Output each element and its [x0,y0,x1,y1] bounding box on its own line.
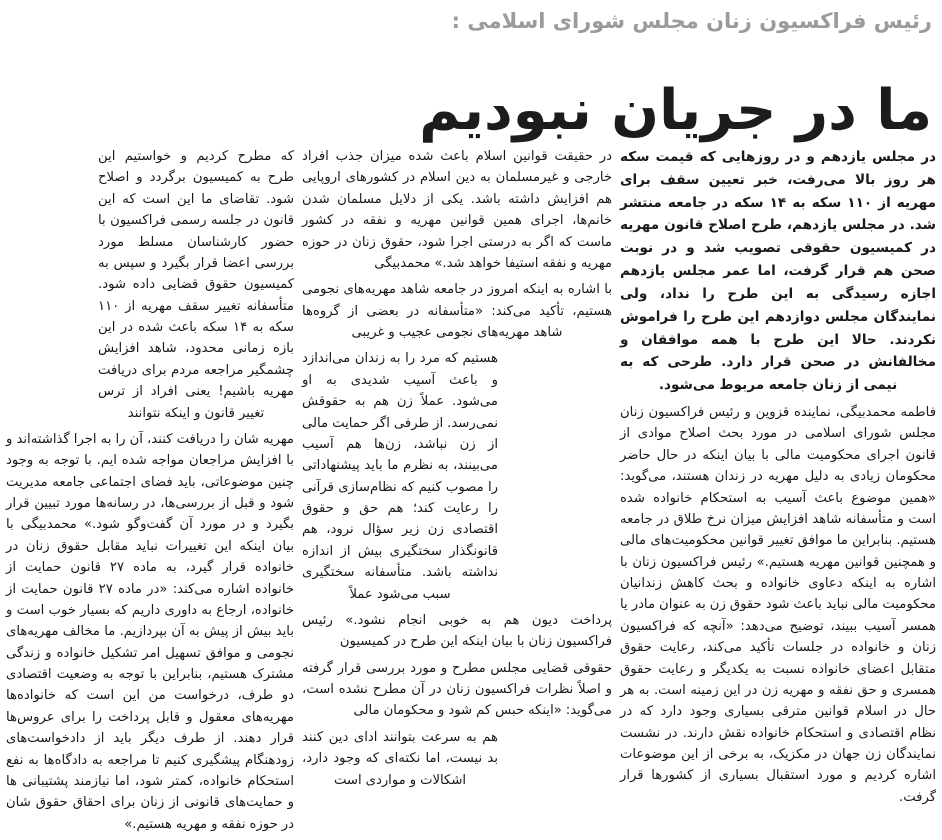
article-paragraph: حقوقی قضایی مجلس مطرح و مورد بررسی قرار گرفته و اصلاً نظرات فراکسیون زنان در آن مطرح نشده است، می‌گوید: «اینکه حبس کم شود و محکومان مالی [302,660,612,719]
article-paragraph: با اشاره به اینکه امروز در جامعه شاهد مهریه‌های نجومی هستیم، تأکید می‌کند: «متأسفانه در بعضی از گروه‌ها شاهد مهریه‌های نجومی عجیب و غریبی [302,282,612,340]
article-kicker: رئیس فراکسیون زنان مجلس شورای اسلامی : [451,9,932,33]
article-column-right [620,146,936,813]
article-paragraph: مهریه شان را دریافت کنند، آن را به اجرا گذاشته‌اند و با افزایش مراجعان مواجه شده ایم. با توجه به وجود چنین موضوعاتی، باید فضای اجتماعی جامعه مدیریت شود و قبل از بررسی‌ها، در رسانه‌ها مورد تبیین قرار بگیرد و در مورد آن گفت‌وگو شود.» محمدبیگی با بیان اینکه این تغییرات نباید مقابل حقوق زنان در خانواده قرار گیرد، به ماده ۲۷ قانون حمایت از خانواده اشاره می‌کند: «در ماده ۲۷ قانون حمایت از خانواده، ارجاع به داوری داریم که بسیار خوب است و باید بیش از پیش به آن بپردازیم. ما مخالف مهریه‌های نجومی و موافق تسهیل امر تشکیل خانواده و زندگی مشترک هستیم، بنابراین با توجه به وضعیت اقتصادی دو طرف، درخواست من این است که خانواده‌ها مهریه‌های معقول و قابل پرداخت را برای عروس‌ها قرار دهند. از طرف دیگر باید از دادخواست‌های زودهنگام پیشگیری کنیم تا مراجعه به دادگاه‌ها به نفع استحکام خانواده، کمتر شود، اما نیازمند پشتیبانی ها و حمایت‌های قانونی از زنان برای احقاق حقوق شان در حوزه نفقه و مهریه هستیم.» [6,431,294,832]
article-paragraph: در مجلس یازدهم و در روزهایی که قیمت سکه هر روز بالا می‌رفت، خبر تعیین سقف برای مهریه از ۱۱۰ سکه به ۱۴ سکه در جامعه منتشر شد. در مجلس یازدهم، طرح اصلاح قانون مهریه در کمیسیون حقوقی تصویب شد و در نوبت صحن هم قرار گرفت، اما عمر مجلس یازدهم اجازه رسیدگی به این طرح را نداد، ولی نمایندگان مجلس دوازدهم این طرح را فراموش نکردند. حالا این طرح با همه موافقان و مخالفانش در صحن قرار دارد. طرحی که به نیمی از زنان جامعه مربوط می‌شود. [620,149,936,394]
article-paragraph: در حقیقت قوانین اسلام باعث شده میزان جذب افراد خارجی و غیرمسلمان به دین اسلام در کشورهای اروپایی هم افزایش داشته باشد. یکی از دلایل مسلمان شدن خانم‌ها، اجرای همین قوانین مهریه و نفقه در کشور ماست که اگر به درستی اجرا شود، حقوق زنان در حوزه مهریه و نفقه استیفا خواهد شد.» محمدبیگی [302,149,612,271]
article-paragraph: فاطمه محمدبیگی، نماینده قزوین و رئیس فراکسیون زنان مجلس شورای اسلامی در مورد بحث اصلاح موادی از قانون اجرای محکومیت مالی با بیان اینکه در حال حاضر محکومان زیادی به دلیل مهریه در زندان هستند، می‌گوید: «همین موضوع باعث آسیب به استحکام خانواده شده است و متأسفانه شاهد افزایش میزان نرخ طلاق در جامعه هستیم. بنابراین ما موافق تغییر قوانین محکومیت‌های مالی و همچنین قوانین مهریه هستیم.» رئیس فراکسیون زنان با اشاره به اینکه دعاوی خانواده و بحث کاهش زندانیان محکومیت مالی نباید باعث شود حقوق زن به عنوان مادر یا همسر آسیب ببیند، توضیح می‌دهد: «آنچه که فراکسیون زنان و خانواده در جلسات تأکید می‌کند، رعایت حقوق متقابل اعضای خانواده نسبت به یکدیگر و رعایت حقوق همسری و حق نفقه و مهریه زن در این زمینه است. به هر حال در اسلام قوانین مترقی بسیاری وجود دارد که در نظام اقتصادی و استحکام خانواده نقش دارند. در نشست نمایندگان زن جهان در مکزیک، به برخی از این موضوعات اشاره کردیم و مورد استقبال بسیاری از کشورها قرار گرفت. [620,405,936,805]
article-paragraph: هم به سرعت بتوانند ادای دین کنند بد نیست، اما نکته‌ای که وجود دارد، اشکالات و مواردی است [302,729,498,788]
article-headline: ما در جریان نبودیم [419,77,932,143]
article-column-left [6,146,294,840]
article-paragraph: هستیم که مرد را به زندان می‌اندازد و باعث آسیب شدیدی به او می‌شود. عملاً زن هم به حقوقش نمی‌رسد. از طرفی اگر حمایت مالی از زن نباشد، زن‌ها هم آسیب می‌بینند، به نظرم ما باید پیشنهاداتی را مصوب کنیم که نظام‌سازی قرآنی را رعایت کند؛ هم حق و حقوق اقتصادی زن زیر سؤال نرود، هم قانونگذار سختگیری بیش از اندازه نداشته باشد. متأسفانه سختگیری سبب می‌شود عملاً [302,351,498,602]
article-body-columns [0,146,942,833]
article-paragraph: که مطرح کردیم و خواستیم این طرح به کمیسیون برگردد و اصلاح شود. تقاضای ما این است که این قانون در جلسه رسمی فراکسیون با حضور کارشناسان مسلط مورد بررسی اعضا قرار بگیرد و سپس به کمیسیون حقوق قضایی داده شود. متأسفانه تغییر سقف مهریه از ۱۱۰ سکه به ۱۴ سکه باعث شده در این بازه زمانی محدود، شاهد افزایش چشمگیر مراجعه مردم برای دریافت مهریه باشیم! یعنی افراد از ترس تغییر قانون و اینکه نتوانند [98,149,294,421]
article-paragraph: پرداخت دیون هم به خوبی انجام نشود.» رئیس فراکسیون زنان با بیان اینکه این طرح در کمیسیون [302,612,612,650]
article-column-middle [302,146,612,796]
article-masthead [0,0,942,143]
